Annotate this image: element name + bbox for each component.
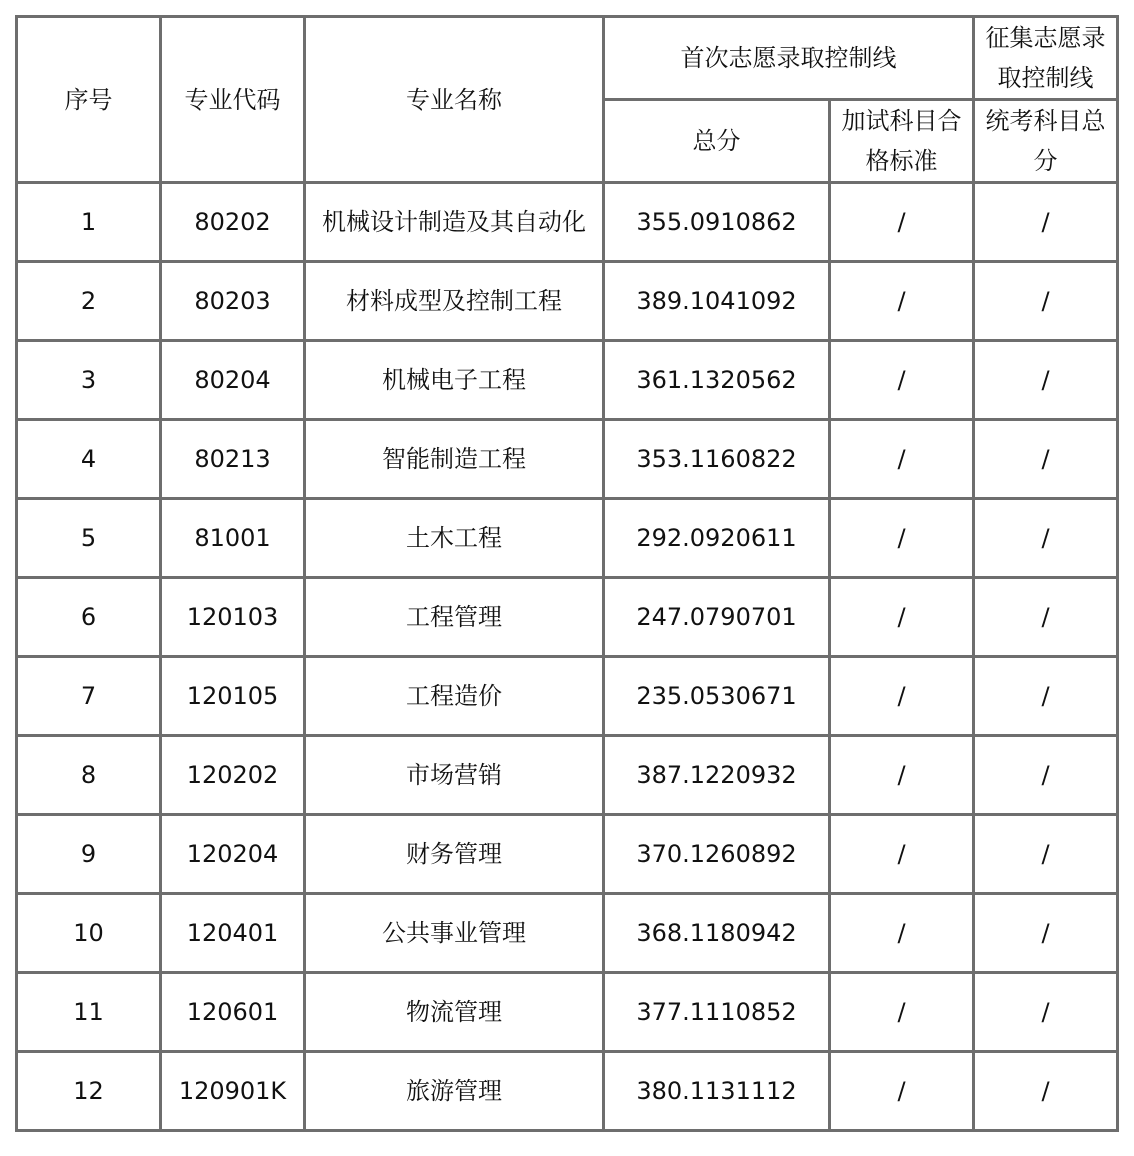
cell-code: 81001 [161, 499, 305, 578]
cell-code: 120202 [161, 736, 305, 815]
header-major-code: 专业代码 [161, 17, 305, 183]
cell-name: 市场营销 [305, 736, 604, 815]
cell-total: 353.1160822 [604, 420, 830, 499]
table-row [17, 894, 1118, 973]
cell-code: 120204 [161, 815, 305, 894]
table-row [17, 1052, 1118, 1131]
header-extra-exam-standard: 加试科目合格标准 [830, 100, 974, 183]
header-total-score: 总分 [604, 100, 830, 183]
cell-total: 235.0530671 [604, 657, 830, 736]
cell-code: 80204 [161, 341, 305, 420]
table-row [17, 815, 1118, 894]
cell-total: 380.1131112 [604, 1052, 830, 1131]
cell-total: 389.1041092 [604, 262, 830, 341]
cell-index: 11 [17, 973, 161, 1052]
cell-supp: / [974, 894, 1118, 973]
cell-name: 机械设计制造及其自动化 [305, 183, 604, 262]
cell-index: 9 [17, 815, 161, 894]
header-supplementary-line: 征集志愿录取控制线 [974, 17, 1118, 100]
table-row [17, 420, 1118, 499]
cell-extra: / [830, 1052, 974, 1131]
cell-name: 土木工程 [305, 499, 604, 578]
cell-index: 1 [17, 183, 161, 262]
table-row [17, 341, 1118, 420]
cell-supp: / [974, 736, 1118, 815]
table-row [17, 657, 1118, 736]
cell-extra: / [830, 815, 974, 894]
cell-name: 旅游管理 [305, 1052, 604, 1131]
cell-code: 120105 [161, 657, 305, 736]
cell-code: 80213 [161, 420, 305, 499]
table-row [17, 973, 1118, 1052]
cell-extra: / [830, 262, 974, 341]
cell-supp: / [974, 420, 1118, 499]
cell-index: 7 [17, 657, 161, 736]
cell-total: 368.1180942 [604, 894, 830, 973]
cell-code: 120401 [161, 894, 305, 973]
cell-index: 5 [17, 499, 161, 578]
cell-name: 机械电子工程 [305, 341, 604, 420]
cell-total: 292.0920611 [604, 499, 830, 578]
cell-index: 6 [17, 578, 161, 657]
cell-code: 120901K [161, 1052, 305, 1131]
header-unified-total: 统考科目总分 [974, 100, 1118, 183]
cell-name: 工程管理 [305, 578, 604, 657]
cell-supp: / [974, 341, 1118, 420]
cell-name: 智能制造工程 [305, 420, 604, 499]
cell-total: 355.0910862 [604, 183, 830, 262]
cell-name: 工程造价 [305, 657, 604, 736]
cell-index: 8 [17, 736, 161, 815]
cell-supp: / [974, 262, 1118, 341]
cell-supp: / [974, 183, 1118, 262]
cell-supp: / [974, 657, 1118, 736]
cell-name: 材料成型及控制工程 [305, 262, 604, 341]
cell-code: 80203 [161, 262, 305, 341]
cell-name: 财务管理 [305, 815, 604, 894]
cell-extra: / [830, 183, 974, 262]
admission-score-table [15, 15, 1119, 1132]
cell-code: 120601 [161, 973, 305, 1052]
cell-extra: / [830, 894, 974, 973]
header-row-top [17, 17, 1118, 100]
cell-index: 2 [17, 262, 161, 341]
cell-supp: / [974, 499, 1118, 578]
header-first-choice-line: 首次志愿录取控制线 [604, 17, 974, 100]
cell-index: 10 [17, 894, 161, 973]
cell-supp: / [974, 973, 1118, 1052]
cell-code: 80202 [161, 183, 305, 262]
cell-total: 387.1220932 [604, 736, 830, 815]
table-row [17, 499, 1118, 578]
cell-total: 247.0790701 [604, 578, 830, 657]
cell-index: 3 [17, 341, 161, 420]
header-major-name: 专业名称 [305, 17, 604, 183]
cell-code: 120103 [161, 578, 305, 657]
cell-extra: / [830, 499, 974, 578]
cell-supp: / [974, 815, 1118, 894]
cell-extra: / [830, 578, 974, 657]
cell-extra: / [830, 736, 974, 815]
cell-extra: / [830, 973, 974, 1052]
cell-total: 370.1260892 [604, 815, 830, 894]
table-row [17, 262, 1118, 341]
cell-index: 4 [17, 420, 161, 499]
table-row [17, 578, 1118, 657]
cell-name: 物流管理 [305, 973, 604, 1052]
cell-total: 361.1320562 [604, 341, 830, 420]
cell-supp: / [974, 1052, 1118, 1131]
cell-extra: / [830, 657, 974, 736]
cell-extra: / [830, 341, 974, 420]
cell-total: 377.1110852 [604, 973, 830, 1052]
header-index: 序号 [17, 17, 161, 183]
cell-name: 公共事业管理 [305, 894, 604, 973]
table-row [17, 183, 1118, 262]
table-row [17, 736, 1118, 815]
cell-extra: / [830, 420, 974, 499]
cell-index: 12 [17, 1052, 161, 1131]
cell-supp: / [974, 578, 1118, 657]
